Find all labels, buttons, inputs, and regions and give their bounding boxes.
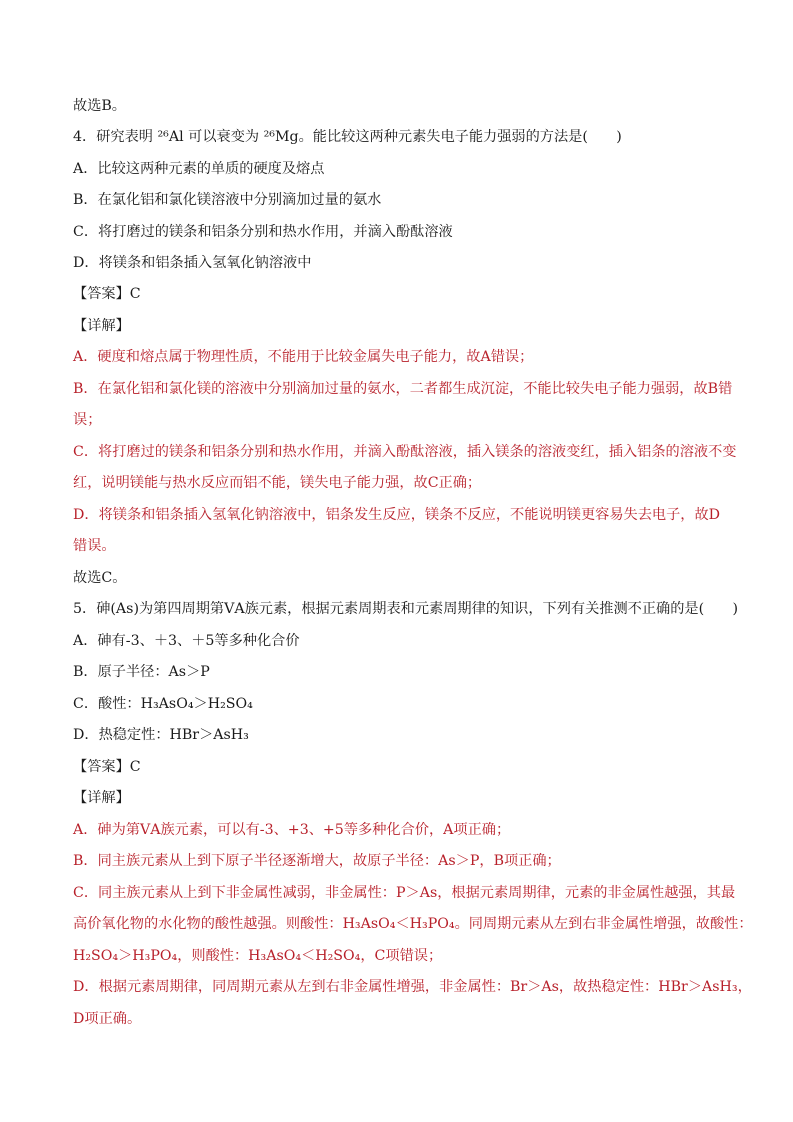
question-4-stem: 4．研究表明 ²⁶Al 可以衰变为 ²⁶Mg。能比较这两种元素失电子能力强弱的方法是( ) <box>73 129 622 145</box>
option-d: D．将镁条和铝条插入氢氧化钠溶液中 <box>73 255 312 271</box>
explanation-line: A．硬度和熔点属于物理性质，不能用于比较金属失电子能力，故A错误； <box>73 349 534 365</box>
option-b: B．在氯化铝和氯化镁溶液中分别滴加过量的氨水 <box>73 192 382 208</box>
explanation-line: D．将镁条和铝条插入氢氧化钠溶液中，铝条发生反应，镁条不反应，不能说明镁更容易失去电子，故D <box>73 507 721 523</box>
explanation-label: 【详解】 <box>73 790 130 806</box>
option-b: B．原子半径：As＞P <box>73 664 210 680</box>
explanation-line: B．同主族元素从上到下原子半径逐渐增大，故原子半径：As＞P，B项正确； <box>73 853 561 869</box>
explanation-line: A．砷为第ⅤA族元素，可以有-3、+3、+5等多种化合价，A项正确； <box>73 822 511 838</box>
text-line: 故选C。 <box>73 570 127 586</box>
explanation-line: H₂SO₄＞H₃PO₄，则酸性：H₃AsO₄＜H₂SO₄，C项错误； <box>73 948 443 964</box>
answer-label: 【答案】C <box>73 759 141 775</box>
explanation-line: 错误。 <box>73 538 116 554</box>
option-a: A．砷有-3、＋3、＋5等多种化合价 <box>73 633 300 649</box>
explanation-line: 误； <box>73 412 102 428</box>
text-line: 故选B。 <box>73 98 126 114</box>
option-d: D．热稳定性：HBr＞AsH₃ <box>73 727 249 743</box>
explanation-line: C．将打磨过的镁条和铝条分别和热水作用，并滴入酚酞溶液，插入镁条的溶液变红，插入铝条的溶液不变 <box>73 444 737 460</box>
explanation-label: 【详解】 <box>73 318 130 334</box>
answer-label: 【答案】C <box>73 286 141 302</box>
explanation-line: 高价氧化物的水化物的酸性越强。则酸性：H₃AsO₄＜H₃PO₄。同周期元素从左到右非金属性增强，故酸性： <box>73 916 753 932</box>
explanation-line: B．在氯化铝和氯化镁的溶液中分别滴加过量的氨水，二者都生成沉淀，不能比较失电子能力强弱，故B错 <box>73 381 733 397</box>
option-a: A．比较这两种元素的单质的硬度及熔点 <box>73 161 325 177</box>
explanation-line: D．根据元素周期律，同周期元素从左到右非金属性增强，非金属性：Br＞As，故热稳定性：HBr＞AsH₃， <box>73 979 752 995</box>
question-5-stem: 5．砷(As)为第四周期第ⅤA族元素，根据元素周期表和元素周期律的知识，下列有关推测不正确的是( ) <box>73 601 739 617</box>
explanation-line: 红，说明镁能与热水反应而铝不能，镁失电子能力强，故C正确； <box>73 475 482 491</box>
option-c: C．将打磨过的镁条和铝条分别和热水作用，并滴入酚酞溶液 <box>73 224 453 240</box>
option-c: C．酸性：H₃AsO₄＞H₂SO₄ <box>73 696 253 712</box>
explanation-line: C．同主族元素从上到下非金属性减弱，非金属性：P＞As，根据元素周期律，元素的非金属性越强，其最 <box>73 885 736 901</box>
explanation-line: D项正确。 <box>73 1011 142 1027</box>
